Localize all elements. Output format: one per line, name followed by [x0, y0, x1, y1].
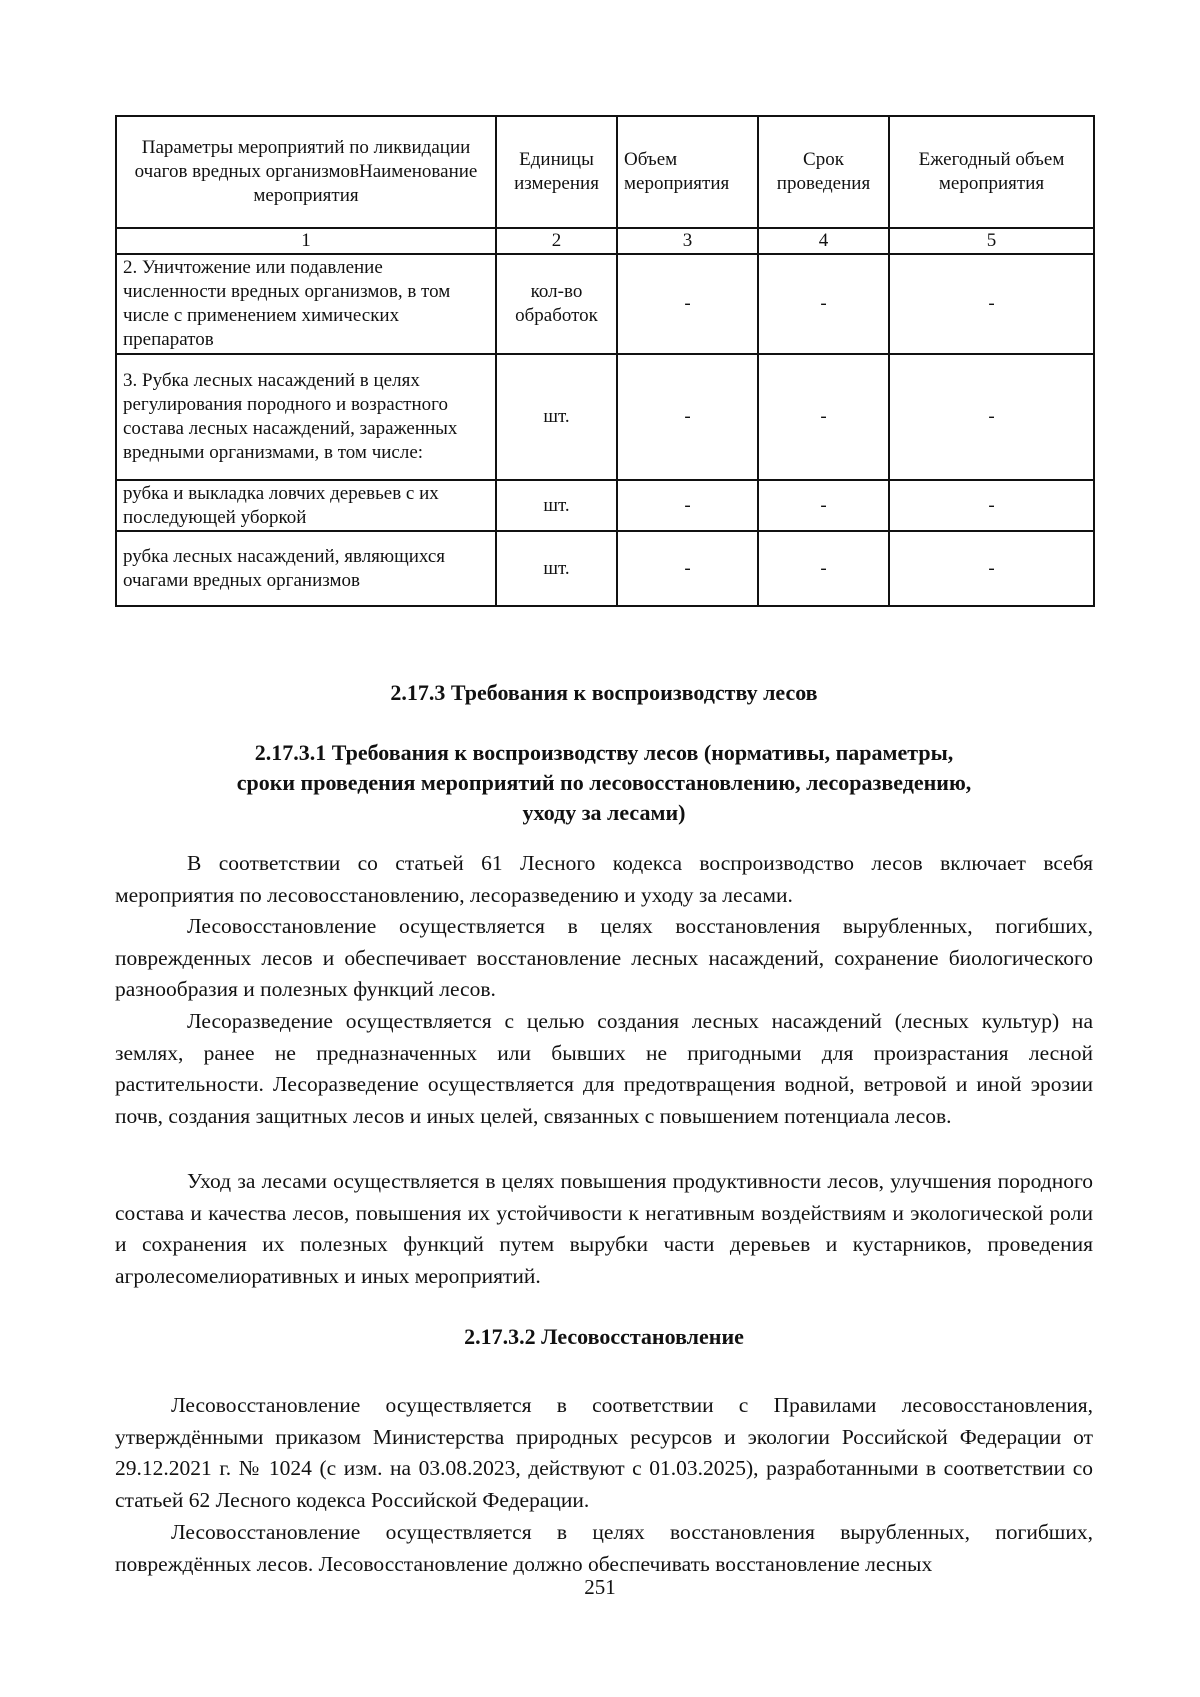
subsection-heading: 2.17.3.1 Требования к воспроизводству лесов (нормативы, параметры, сроки проведения мероприятий по лесовосстановлению, лесоразведению, уходу за лесами): [236, 740, 972, 825]
table-row: [116, 254, 1094, 354]
row-unit: кол-во обработок: [496, 254, 617, 354]
header-params: Параметры мероприятий по ликвидации очагов вредных организмовНаименование мероприятия: [116, 116, 496, 228]
row-unit: шт.: [496, 531, 617, 606]
row-annual: -: [889, 254, 1094, 354]
paragraph: Лесовосстановление осуществляется в целях восстановления вырубленных, погибших, поврежденных лесов и обеспечивает восстановление лесных насаждений, сохранение биологического разнообразия и полезных функций лесов.: [115, 914, 1093, 1001]
table-row: [116, 531, 1094, 606]
row-term: -: [758, 480, 889, 531]
column-number: 3: [617, 228, 758, 254]
table-row: [116, 480, 1094, 531]
row-name: 3. Рубка лесных насаждений в целях регулирования породного и возрастного состава лесных насаждений, зараженных вредными организмами, в том числе:: [116, 354, 496, 480]
row-name: рубка и выкладка ловчих деревьев с их последующей уборкой: [116, 480, 496, 531]
row-unit: шт.: [496, 354, 617, 480]
table-row: [116, 354, 1094, 480]
column-number: 5: [889, 228, 1094, 254]
page-number: 251: [584, 1575, 616, 1599]
row-annual: -: [889, 531, 1094, 606]
section-heading: 2.17.3.2 Лесовосстановление: [464, 1324, 744, 1349]
row-annual: -: [889, 480, 1094, 531]
paragraph: Лесовосстановление осуществляется в целях восстановления вырубленных, погибших, повреждённых лесов. Лесовосстановление должно обеспечивать восстановление лесных: [115, 1520, 1093, 1576]
paragraph: Лесоразведение осуществляется с целью создания лесных насаждений (лесных культур) на землях, ранее не предназначенных или бывших не пригодными для произрастания лесной растительности. Лесоразведение осуществляется для предотвращения водной, ветровой и иной эрозии почв, создания защитных лесов и иных целей, связанных с повышением потенциала лесов.: [115, 1009, 1093, 1128]
column-number: 4: [758, 228, 889, 254]
paragraph: Уход за лесами осуществляется в целях повышения продуктивности лесов, улучшения породного состава и качества лесов, повышения их устойчивости к негативным воздействиям и экологической роли и сохранения их полезных функций путем вырубки части деревьев и кустарников, проведения агролесомелиоративных и иных мероприятий.: [115, 1169, 1093, 1288]
row-volume: -: [617, 354, 758, 480]
row-volume: -: [617, 254, 758, 354]
row-annual: -: [889, 354, 1094, 480]
column-number: 1: [116, 228, 496, 254]
row-term: -: [758, 354, 889, 480]
row-volume: -: [617, 480, 758, 531]
header-units: Единицы измерения: [496, 116, 617, 228]
section-heading: 2.17.3 Требования к воспроизводству лесов: [390, 680, 818, 705]
row-term: -: [758, 531, 889, 606]
header-volume: Объем мероприятия: [617, 116, 758, 228]
paragraph: Лесовосстановление осуществляется в соответствии с Правилами лесовосстановления, утверждёнными приказом Министерства природных ресурсов и экологии Российской Федерации от 29.12.2021 г. № 1024 (с изм. на 03.08.2023, действуют с 01.03.2025), разработанными в соответствии со статьей 62 Лесного кодекса Российской Федерации.: [115, 1393, 1093, 1512]
row-volume: -: [617, 531, 758, 606]
row-unit: шт.: [496, 480, 617, 531]
header-annual: Ежегодный объем мероприятия: [889, 116, 1094, 228]
row-name: 2. Уничтожение или подавление численности вредных организмов, в том числе с применением химических препаратов: [116, 254, 496, 354]
header-term: Срок проведения: [758, 116, 889, 228]
column-number-row: [116, 228, 1094, 254]
column-number: 2: [496, 228, 617, 254]
paragraph: В соответствии со статьей 61 Лесного кодекса воспроизводство лесов включает всебя мероприятия по лесовосстановлению, лесоразведению и уходу за лесами.: [115, 851, 1093, 907]
table-header-row: [116, 116, 1094, 228]
measures-table: [115, 115, 1095, 607]
row-name: рубка лесных насаждений, являющихся очагами вредных организмов: [116, 531, 496, 606]
row-term: -: [758, 254, 889, 354]
